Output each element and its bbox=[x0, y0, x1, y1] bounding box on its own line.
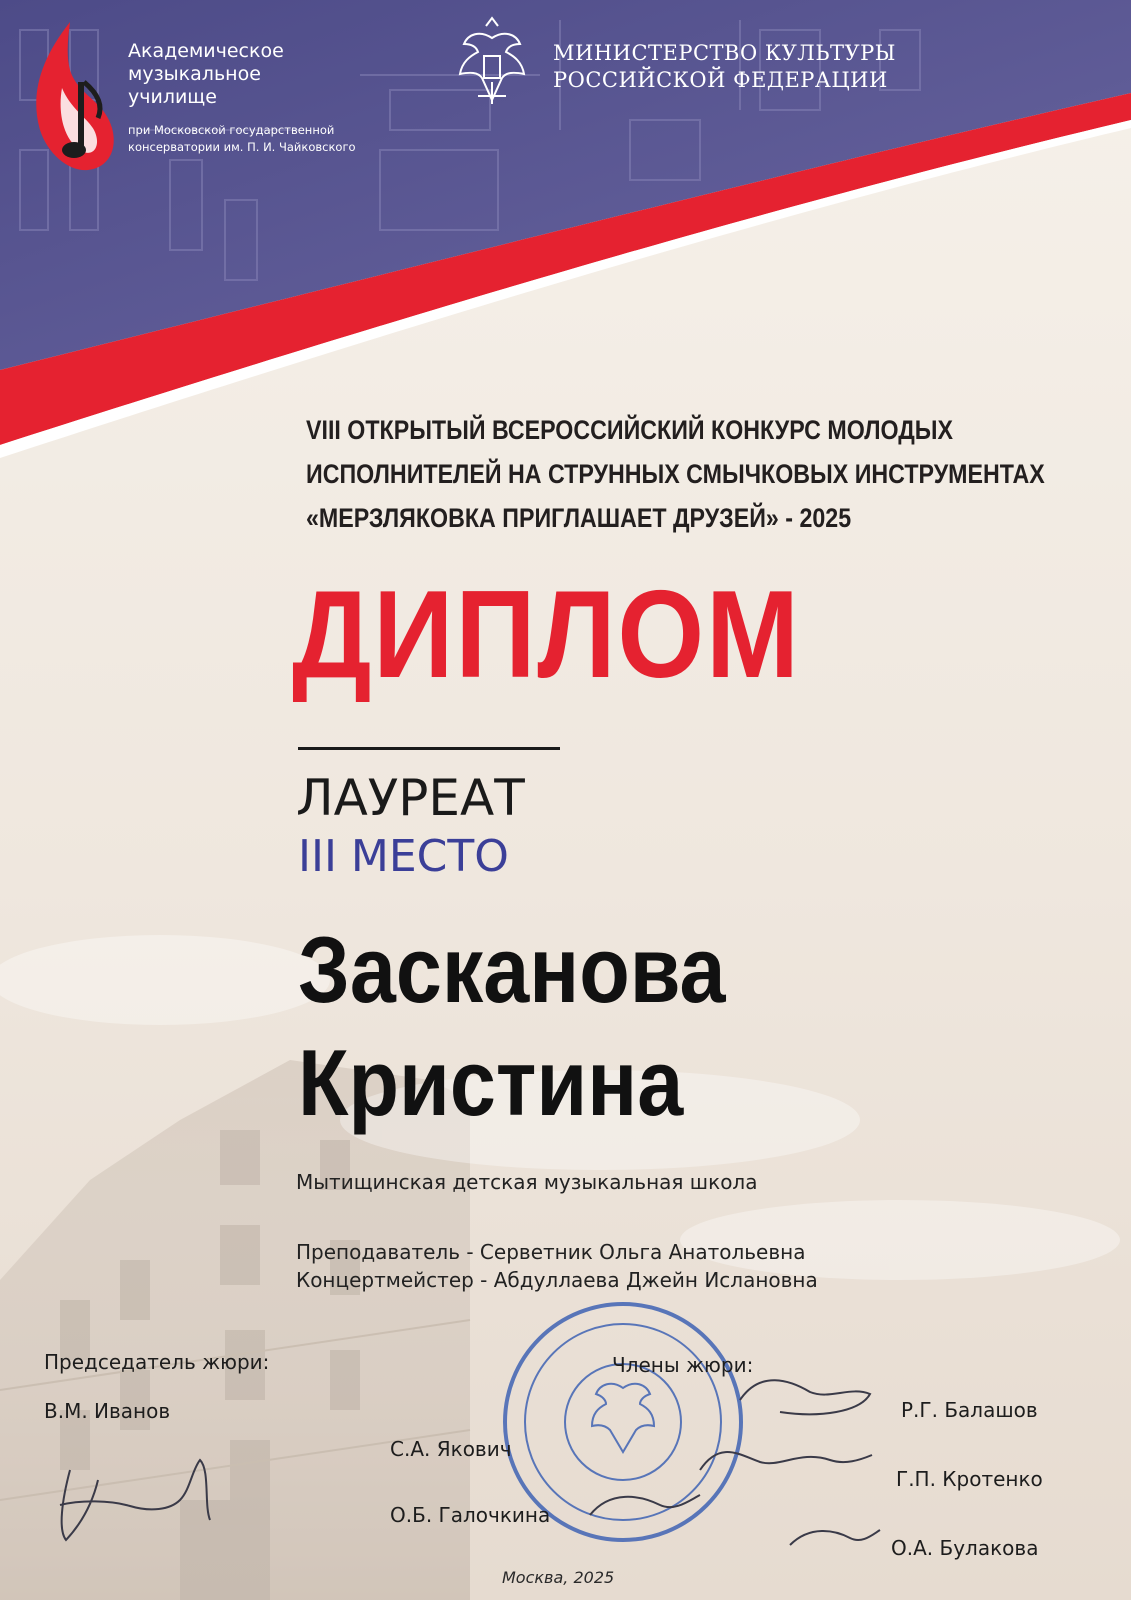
award-place: III МЕСТО bbox=[298, 831, 509, 882]
logo-title-line: училище bbox=[128, 86, 217, 108]
contest-title bbox=[306, 408, 1045, 540]
ministry-line: МИНИСТЕРСТВО КУЛЬТУРЫ bbox=[553, 41, 896, 65]
jury-member-name: О.Б. Галочкина bbox=[390, 1503, 551, 1527]
school-logo-title bbox=[128, 40, 284, 109]
city-year: Москва, 2025 bbox=[502, 1568, 615, 1587]
school-logo-subtitle bbox=[128, 122, 356, 156]
logo-title-line: Академическое bbox=[128, 40, 284, 62]
logo-title-line: музыкальное bbox=[128, 63, 261, 85]
school-name: Мытищинская детская музыкальная школа bbox=[296, 1170, 758, 1194]
contest-title-line: VIII ОТКРЫТЫЙ ВСЕРОССИЙСКИЙ КОНКУРС МОЛОДЫХ bbox=[306, 415, 954, 445]
award-title: ЛАУРЕАТ bbox=[296, 769, 525, 827]
logo-subtitle-line: при Московской государственной bbox=[128, 123, 335, 137]
ministry-line: РОССИЙСКОЙ ФЕДЕРАЦИИ bbox=[553, 68, 888, 92]
jury-member-name: Р.Г. Балашов bbox=[901, 1398, 1038, 1422]
jury-member-name: О.А. Булакова bbox=[891, 1536, 1039, 1560]
jury-chair-name: В.М. Иванов bbox=[44, 1399, 171, 1423]
jury-member-name: Г.П. Кротенко bbox=[896, 1467, 1043, 1491]
recipient-surname: Засканова bbox=[298, 917, 726, 1022]
contest-title-line: ИСПОЛНИТЕЛЕЙ НА СТРУННЫХ СМЫЧКОВЫХ ИНСТРУМЕНТАХ bbox=[306, 459, 1045, 489]
accompanist-line: Концертмейстер - Абдуллаева Джейн Ислановна bbox=[296, 1268, 818, 1292]
jury-member-name: С.А. Якович bbox=[390, 1437, 512, 1461]
logo-subtitle-line: консерватории им. П. И. Чайковского bbox=[128, 140, 356, 154]
member-signature-balashov bbox=[740, 1380, 870, 1414]
document-title: ДИПЛОМ bbox=[292, 566, 801, 704]
member-signature-krotenko bbox=[700, 1452, 872, 1470]
ministry-title bbox=[553, 40, 896, 94]
divider bbox=[298, 747, 560, 750]
contest-title-line: «МЕРЗЛЯКОВКА ПРИГЛАШАЕТ ДРУЗЕЙ» - 2025 bbox=[306, 503, 852, 533]
recipient-given-name: Кристина bbox=[298, 1030, 684, 1135]
jury-members-label: Члены жюри: bbox=[612, 1353, 754, 1377]
member-signature-bulakova bbox=[790, 1530, 880, 1545]
jury-chair-label: Председатель жюри: bbox=[44, 1350, 270, 1374]
teacher-line: Преподаватель - Серветник Ольга Анатольевна bbox=[296, 1240, 806, 1264]
